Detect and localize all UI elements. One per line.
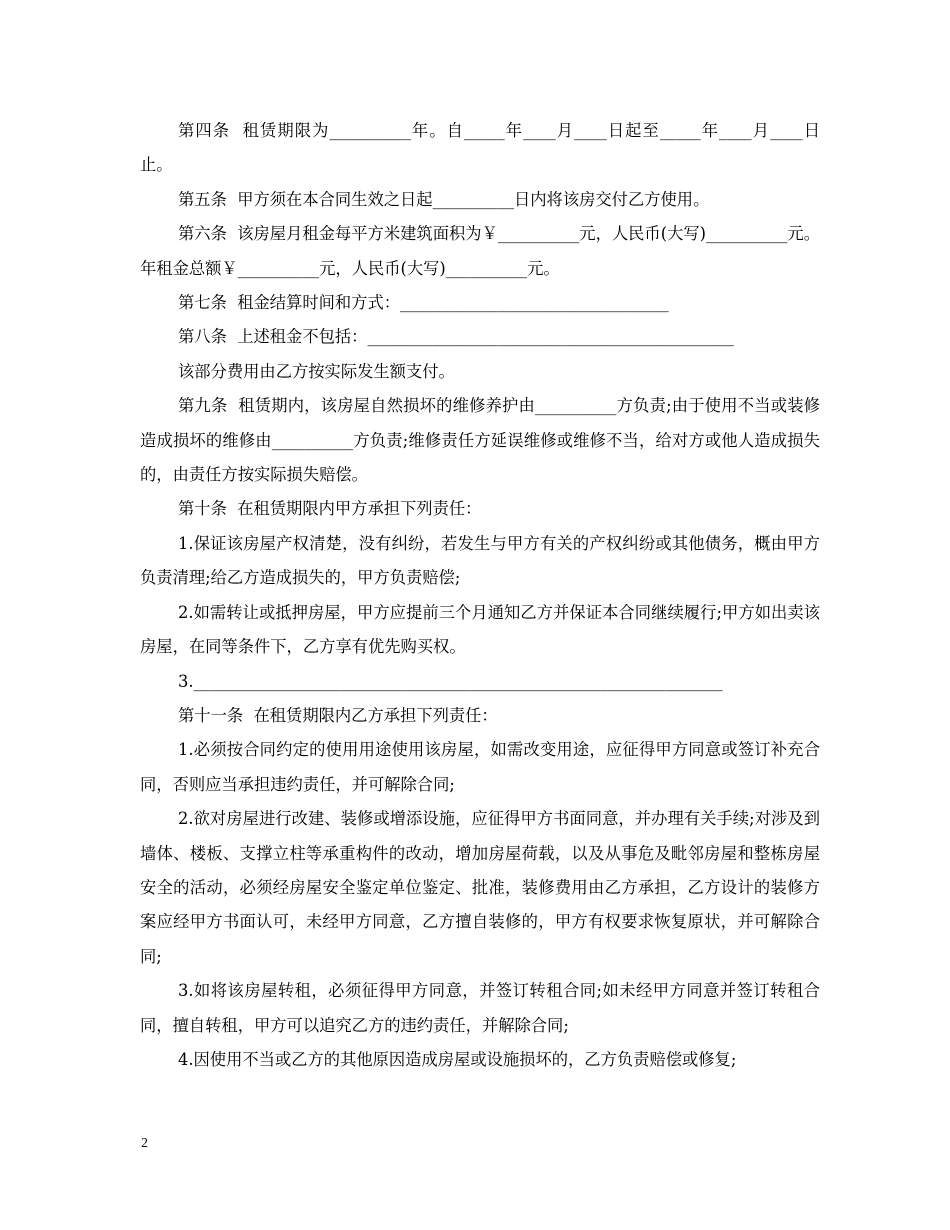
article-5-delivery: 第五条 甲方须在本合同生效之日起__________日内将该房交付乙方使用。 xyxy=(178,189,710,209)
document-body xyxy=(140,114,820,1077)
article-10-item-1: 1.保证该房屋产权清楚，没有纠纷，若发生与甲方有关的产权纠纷或其他债务，概由甲方负责清理;给乙方造成损失的，甲方负责赔偿; xyxy=(140,533,820,588)
article-4-term: 第四条 租赁期限为__________年。自_____年____月____日起至_____年____月____日止。 xyxy=(140,121,820,175)
article-11-item-3: 3.如将该房屋转租，必须征得甲方同意，并签订转租合同;如未经甲方同意并签订转租合同，擅自转租，甲方可以追究乙方的违约责任，并解除合同; xyxy=(140,981,820,1035)
article-10-item-3: 3._________________________________________________________________ xyxy=(178,671,723,691)
article-11-heading: 第十一条 在租赁期限内乙方承担下列责任： xyxy=(178,705,498,725)
article-7-settlement: 第七条 租金结算时间和方式：_________________________________ xyxy=(178,293,669,313)
page-number: 2 xyxy=(141,1136,148,1151)
article-11-item-4: 4.因使用不当或乙方的其他原因造成房屋或设施损坏的，乙方负责赔偿或修复; xyxy=(178,1049,737,1069)
article-11-item-1: 1.必须按合同约定的使用用途使用该房屋，如需改变用途，应征得甲方同意或签订补充合同，否则应当承担违约责任，并可解除合同; xyxy=(140,740,820,794)
article-11-item-2: 2.欲对房屋进行改建、装修或增添设施，应征得甲方书面同意，并办理有关手续;对涉及到墙体、楼板、支撑立柱等承重构件的改动，增加房屋荷载，以及从事危及毗邻房屋和整栋房屋安全的活动，必须经房屋安全鉴定单位鉴定、批准，装修费用由乙方承担，乙方设计的装修方案应经甲方书面认可，未经甲方同意，乙方擅自装修的，甲方有权要求恢复原状，并可解除合同; xyxy=(140,809,820,966)
article-9-maintenance: 第九条 租赁期内，该房屋自然损坏的维修养护由__________方负责;由于使用不当或装修造成损坏的维修由__________方负责;维修责任方延误维修或维修不当，给对方或他人造成损失的，由责任方按实际损失赔偿。 xyxy=(140,396,820,485)
article-6-rent: 第六条 该房屋月租金每平方米建筑面积为￥__________元，人民币(大写)__________元。年租金总额￥__________元，人民币(大写)__________元。 xyxy=(140,224,820,278)
article-8-note: 该部分费用由乙方按实际发生额支付。 xyxy=(178,361,455,381)
article-10-item-2: 2.如需转让或抵押房屋，甲方应提前三个月通知乙方并保证本合同继续履行;甲方如出卖该房屋，在同等条件下，乙方享有优先购买权。 xyxy=(140,602,820,657)
article-10-heading: 第十条 在租赁期限内甲方承担下列责任： xyxy=(178,499,482,519)
article-8-exclusions: 第八条 上述租金不包括：_____________________________________________ xyxy=(178,327,734,347)
